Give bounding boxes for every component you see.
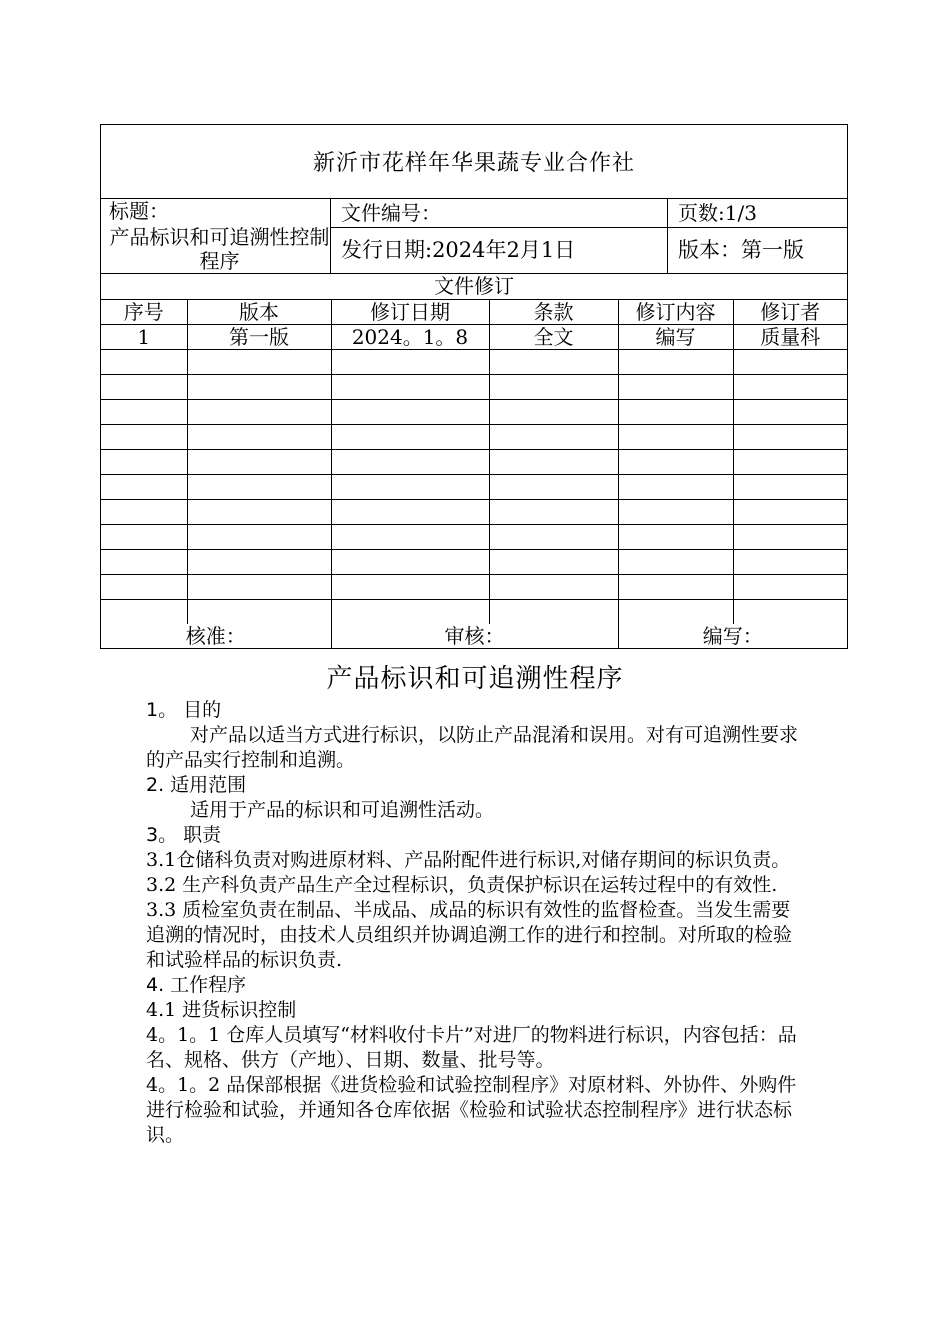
table-cell (489, 475, 618, 500)
revision-section-title: 文件修订 (101, 274, 847, 300)
table-cell (331, 500, 489, 525)
table-cell (618, 500, 733, 525)
page-version-cell (668, 199, 847, 273)
table-cell: 1 (101, 325, 187, 350)
table-cell (101, 475, 187, 500)
table-cell (733, 550, 847, 575)
file-info-cell (331, 199, 668, 273)
company-name: 新沂市花样年华果蔬专业合作社 (101, 125, 847, 199)
table-cell (101, 500, 187, 525)
table-cell (618, 575, 733, 600)
table-cell (618, 425, 733, 450)
table-cell (187, 400, 331, 425)
title-cell (101, 199, 331, 273)
table-row (101, 550, 847, 575)
section-3-1: 3.1仓储科负责对购进原材料、产品附配件进行标识,对储存期间的标识负责。 (146, 849, 791, 871)
table-row (101, 500, 847, 525)
table-cell (101, 575, 187, 600)
table-cell (101, 425, 187, 450)
table-cell (733, 525, 847, 550)
section-3-2: 3.2 生产科负责产品生产全过程标识，负责保护标识在运转过程中的有效性. (146, 874, 778, 896)
table-cell (733, 425, 847, 450)
table-cell (187, 600, 331, 625)
document-title: 产品标识和可追溯性程序 (326, 664, 624, 694)
revision-header-row (101, 300, 847, 325)
table-cell (101, 550, 187, 575)
section-4-1-1: 4。1。1 仓库人员填写“材料收付卡片”对进厂的物料进行标识，内容包括：品名、规格、供方（产地）、日期、数量、批号等。 (146, 1024, 797, 1071)
revision-table-body (101, 300, 847, 624)
document-body (146, 698, 806, 1148)
table-cell (187, 550, 331, 575)
table-cell (331, 350, 489, 375)
title-label: 标题： (109, 199, 169, 223)
table-cell (101, 600, 187, 625)
table-cell (101, 450, 187, 475)
table-cell (733, 575, 847, 600)
section-2-heading: 2. 适用范围 (146, 774, 247, 796)
author-label: 编写： (618, 624, 847, 648)
table-cell (331, 575, 489, 600)
table-cell (489, 425, 618, 450)
table-cell (489, 550, 618, 575)
table-cell (733, 350, 847, 375)
table-cell: 第一版 (187, 325, 331, 350)
table-cell (618, 375, 733, 400)
table-cell (187, 375, 331, 400)
table-cell (489, 400, 618, 425)
table-cell (331, 400, 489, 425)
version: 版本：第一版 (678, 238, 804, 262)
table-cell (331, 525, 489, 550)
table-row (101, 425, 847, 450)
column-header: 版本 (187, 300, 331, 325)
table-cell (489, 500, 618, 525)
issue-date: 发行日期:2024年2月1日 (341, 238, 576, 262)
table-cell (733, 450, 847, 475)
table-cell (733, 400, 847, 425)
table-cell (618, 350, 733, 375)
document-header-table (100, 124, 848, 649)
signature-table (101, 624, 847, 648)
section-4-heading: 4. 工作程序 (146, 974, 247, 996)
signature-row (101, 624, 847, 648)
table-row (101, 450, 847, 475)
table-cell (101, 375, 187, 400)
column-header: 序号 (101, 300, 187, 325)
section-3-heading: 3。 职责 (146, 824, 222, 846)
table-cell (101, 525, 187, 550)
table-row (101, 350, 847, 375)
section-4-1: 4.1 进货标识控制 (146, 999, 297, 1021)
column-header: 修订日期 (331, 300, 489, 325)
table-row (101, 375, 847, 400)
table-cell (331, 550, 489, 575)
table-cell (331, 450, 489, 475)
table-cell (618, 400, 733, 425)
table-cell (733, 375, 847, 400)
table-cell (618, 600, 733, 625)
table-cell: 2024。1。8 (331, 325, 489, 350)
table-cell (101, 400, 187, 425)
table-cell (489, 450, 618, 475)
table-cell (187, 575, 331, 600)
reviewer-label: 审核： (331, 624, 618, 648)
table-cell (618, 550, 733, 575)
table-row (101, 325, 847, 350)
section-3-3: 3.3 质检室负责在制品、半成品、成品的标识有效性的监督检查。当发生需要追溯的情况时，由技术人员组织并协调追溯工作的进行和控制。对所取的检验和试验样品的标识负责. (146, 899, 793, 971)
table-cell (733, 600, 847, 625)
section-4-1-2: 4。1。2 品保部根据《进货检验和试验控制程序》对原材料、外协件、外购件进行检验和试验，并通知各仓库依据《检验和试验状态控制程序》进行状态标识。 (146, 1074, 797, 1146)
file-number-label: 文件编号： (331, 199, 667, 228)
table-cell (187, 425, 331, 450)
table-cell (331, 375, 489, 400)
table-cell (331, 475, 489, 500)
table-row (101, 600, 847, 625)
table-cell (618, 525, 733, 550)
table-cell (618, 475, 733, 500)
table-cell: 全文 (489, 325, 618, 350)
column-header: 条款 (489, 300, 618, 325)
page-count: 页数:1/3 (668, 199, 847, 228)
table-cell: 质量科 (733, 325, 847, 350)
table-cell (618, 450, 733, 475)
column-header: 修订者 (733, 300, 847, 325)
table-row (101, 575, 847, 600)
table-cell (187, 500, 331, 525)
table-cell (733, 475, 847, 500)
section-1-heading: 1。 目的 (146, 699, 222, 721)
section-1-text: 对产品以适当方式进行标识，以防止产品混淆和误用。对有可追溯性要求的产品实行控制和追溯。 (146, 724, 799, 771)
table-cell (733, 500, 847, 525)
table-cell (187, 475, 331, 500)
table-cell (489, 350, 618, 375)
table-cell (331, 425, 489, 450)
table-cell (331, 600, 489, 625)
approver-label: 核准： (101, 624, 331, 648)
table-cell (187, 525, 331, 550)
column-header: 修订内容 (618, 300, 733, 325)
title-value: 产品标识和可追溯性控制程序 (109, 225, 330, 273)
table-cell (187, 350, 331, 375)
table-cell (101, 350, 187, 375)
table-row (101, 525, 847, 550)
section-2-text: 适用于产品的标识和可追溯性活动。 (190, 799, 495, 821)
table-cell (187, 450, 331, 475)
table-row (101, 400, 847, 425)
meta-row (101, 199, 847, 274)
table-cell (489, 525, 618, 550)
revision-table (101, 300, 847, 624)
table-row (101, 475, 847, 500)
table-cell (489, 375, 618, 400)
table-cell (489, 575, 618, 600)
table-cell (489, 600, 618, 625)
table-cell: 编写 (618, 325, 733, 350)
